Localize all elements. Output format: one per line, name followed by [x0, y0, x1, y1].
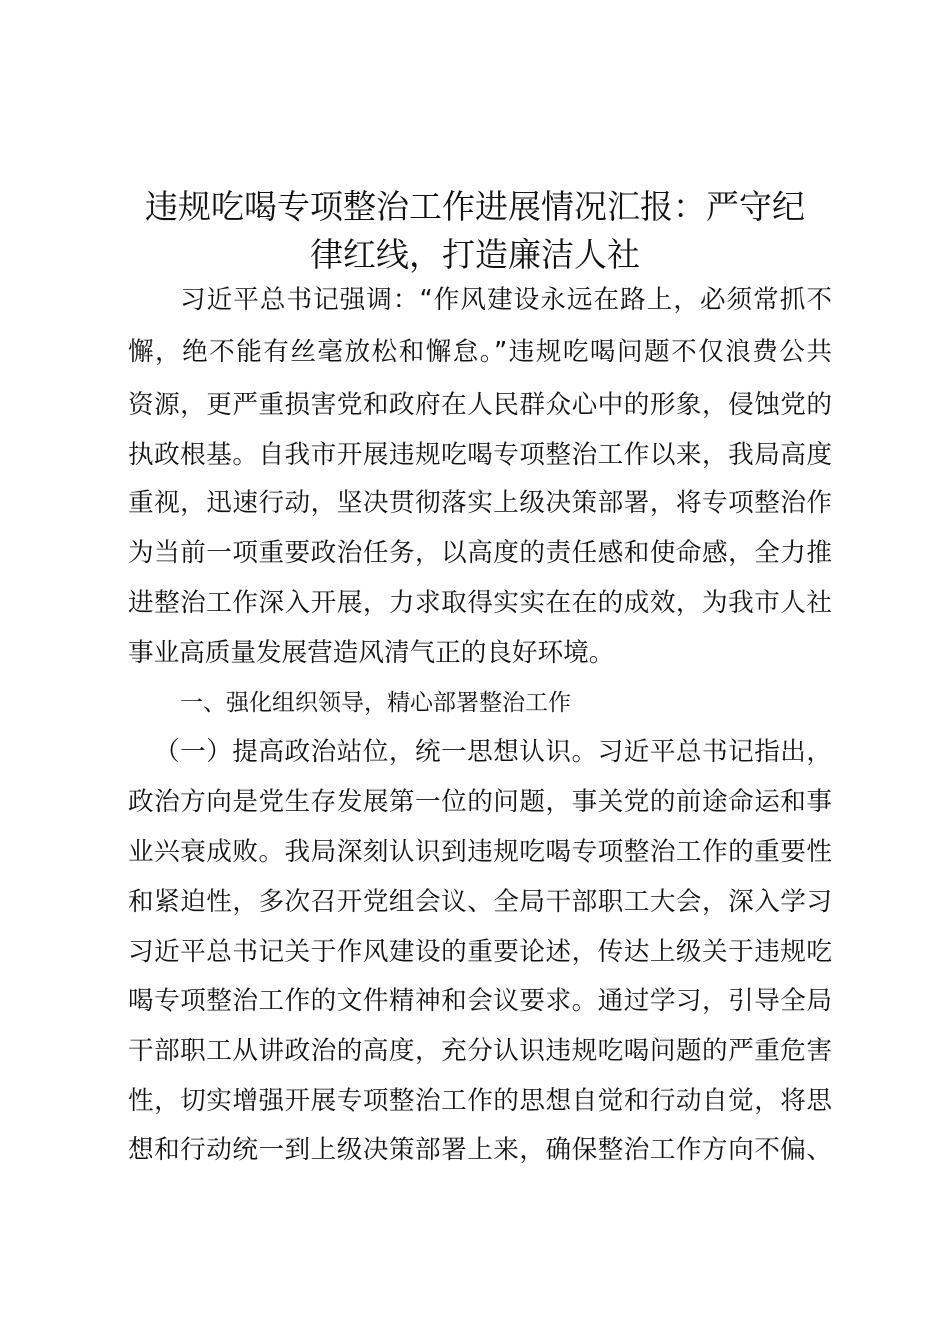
- document-title-line-1: 违规吃喝专项整治工作进展情况汇报：严守纪: [145, 187, 805, 226]
- paragraph-line: 习近平总书记关于作风建设的重要论述，传达上级关于违规吃: [128, 937, 832, 967]
- paragraph-line: （一）提高政治站位，统一思想认识。习近平总书记指出，: [154, 737, 832, 767]
- section-heading: 一、强化组织领导，精心部署整治工作: [180, 690, 571, 716]
- paragraph-line: 重视，迅速行动，坚决贯彻落实上级决策部署，将专项整治作: [128, 488, 832, 518]
- document-title-line-2: 律红线，打造廉洁人社: [310, 235, 640, 274]
- paragraph-line: 懈，绝不能有丝毫放松和懈怠。”违规吃喝问题不仅浪费公共: [128, 337, 832, 367]
- paragraph-line: 为当前一项重要政治任务，以高度的责任感和使命感，全力推: [128, 538, 832, 568]
- paragraph-line: 进整治工作深入开展，力求取得实实在在的成效，为我市人社: [128, 588, 832, 618]
- paragraph-line: 性，切实增强开展专项整治工作的思想自觉和行动自觉，将思: [128, 1086, 832, 1116]
- paragraph-line: 喝专项整治工作的文件精神和会议要求。通过学习，引导全局: [128, 986, 832, 1016]
- paragraph-line: 想和行动统一到上级决策部署上来，确保整治工作方向不偏、: [128, 1135, 832, 1165]
- paragraph-line: 干部职工从讲政治的高度，充分认识违规吃喝问题的严重危害: [128, 1036, 832, 1066]
- paragraph-line: 执政根基。自我市开展违规吃喝专项整治工作以来，我局高度: [128, 440, 832, 470]
- paragraph-line: 事业高质量发展营造风清气正的良好环境。: [128, 638, 615, 668]
- paragraph-line: 资源，更严重损害党和政府在人民群众心中的形象，侵蚀党的: [128, 390, 832, 420]
- paragraph-line: 习近平总书记强调：“作风建设永远在路上，必须常抓不: [180, 285, 832, 315]
- paragraph-line: 业兴衰成败。我局深刻认识到违规吃喝专项整治工作的重要性: [128, 837, 832, 867]
- paragraph-line: 政治方向是党生存发展第一位的问题，事关党的前途命运和事: [128, 787, 832, 817]
- paragraph-line: 和紧迫性，多次召开党组会议、全局干部职工大会，深入学习: [128, 887, 832, 917]
